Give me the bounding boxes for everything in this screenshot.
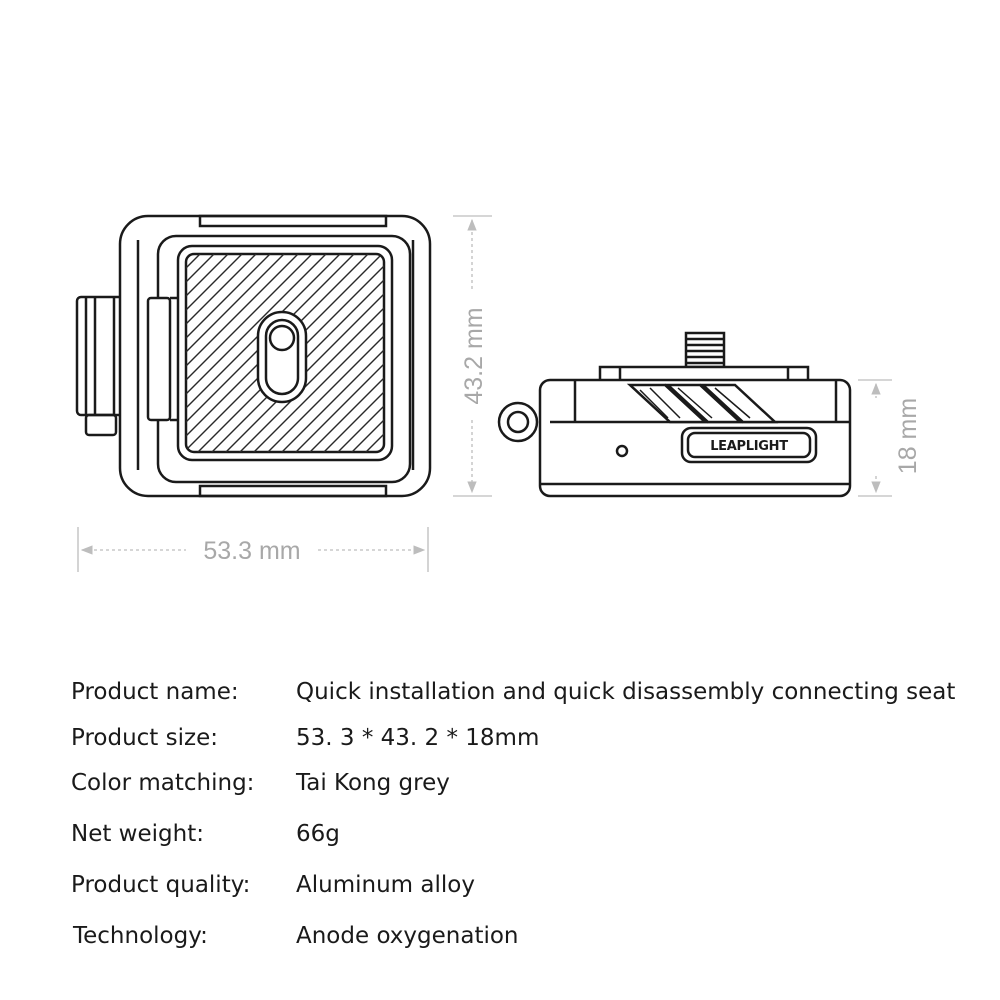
spec-label-quality: Product quality: <box>71 872 251 898</box>
spec-label-product-name: Product name: <box>71 679 239 705</box>
height-dimension-label: 43.2 mm <box>460 307 488 405</box>
spec-value-product-name: Quick installation and quick disassembly connecting seat <box>296 679 956 705</box>
spec-value-quality: Aluminum alloy <box>296 872 475 898</box>
spec-value-product-size: 53. 3 * 43. 2 * 18mm <box>296 725 540 751</box>
spec-label-color: Color matching: <box>71 770 255 796</box>
spec-label-product-size: Product size: <box>71 725 218 751</box>
spec-value-net-weight: 66g <box>296 821 340 847</box>
spec-value-color: Tai Kong grey <box>296 770 450 796</box>
spec-value-technology: Anode oxygenation <box>296 923 519 949</box>
spec-label-net-weight: Net weight: <box>71 821 204 847</box>
spec-label-technology: Technology: <box>73 923 208 949</box>
width-dimension-label: 53.3 mm <box>203 537 301 565</box>
brand-label: LEAPLIGHT <box>710 439 788 454</box>
depth-dimension-label: 18 mm <box>894 397 922 475</box>
